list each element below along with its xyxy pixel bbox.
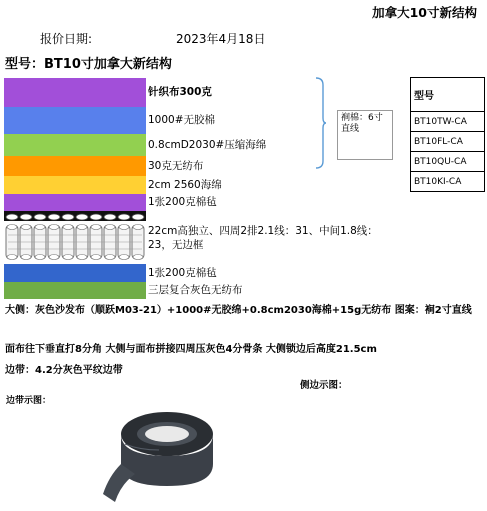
layer-label-nonwoven-30g: 30克无纺布 (148, 160, 204, 172)
edge-view-label: 边带示图： (6, 396, 52, 406)
quilting-note: 裥棉：6寸直线 (337, 110, 393, 160)
model-row: BT10TW-CA (411, 112, 485, 132)
construction-description: 面布往下垂直打8分角 大侧与面布拼接四周压灰色4分骨条 大侧锁边后高度21.5cm (5, 344, 377, 355)
layer-foam-2560 (4, 176, 146, 194)
edge-band-photo (99, 384, 217, 508)
layer-felt-bottom (4, 264, 146, 282)
layer-label-gray-nonwoven: 三层复合灰色无纺布 (148, 284, 243, 296)
layer-label-pocket-springs: 22cm高独立、四周2排2.1线：31、中间1.8线：23，无边框 (148, 225, 378, 251)
pocket-spring-illustration (4, 211, 146, 263)
model-table (410, 77, 485, 192)
layer-label-glueless-cotton: 1000#无胶棉 (148, 114, 216, 126)
layer-knit-fabric (4, 78, 146, 107)
document-title: 加拿大10寸新结构 (372, 5, 477, 20)
edge-band-description: 边带：4.2分灰色平纹边带 (5, 365, 123, 376)
model-row: BT10QU-CA (411, 152, 485, 172)
side-panel-description: 大侧：灰色沙发布（顺跃M03-21）+1000#无胶绵+0.8cm2030海棉+15g无纺布 图案：裥2寸直线 (5, 305, 472, 316)
side-view-label: 侧边示图： (300, 380, 348, 391)
layer-felt-top (4, 194, 146, 211)
layer-label-felt-bottom: 1张200克棉毡 (148, 267, 217, 279)
model-table-header: 型号 (411, 78, 485, 112)
model-row: BT10FL-CA (411, 132, 485, 152)
layer-nonwoven-30g (4, 156, 146, 176)
model-heading: 型号：BT10寸加拿大新结构 (5, 57, 172, 72)
layer-compressed-foam (4, 134, 146, 156)
layer-glueless-cotton (4, 107, 146, 134)
quote-date-value: 2023年4月18日 (176, 32, 266, 46)
layer-gray-nonwoven (4, 282, 146, 299)
layer-label-foam-2560: 2cm 2560海绵 (148, 179, 222, 191)
layer-label-felt-top: 1张200克棉毡 (148, 196, 217, 208)
quote-date-label: 报价日期: (40, 32, 93, 46)
layer-label-knit-fabric: 针织布300克 (148, 86, 212, 98)
model-row: BT10KI-CA (411, 172, 485, 192)
bracket-line (316, 77, 326, 169)
layer-label-compressed-foam: 0.8cmD2030#压缩海绵 (148, 139, 267, 151)
